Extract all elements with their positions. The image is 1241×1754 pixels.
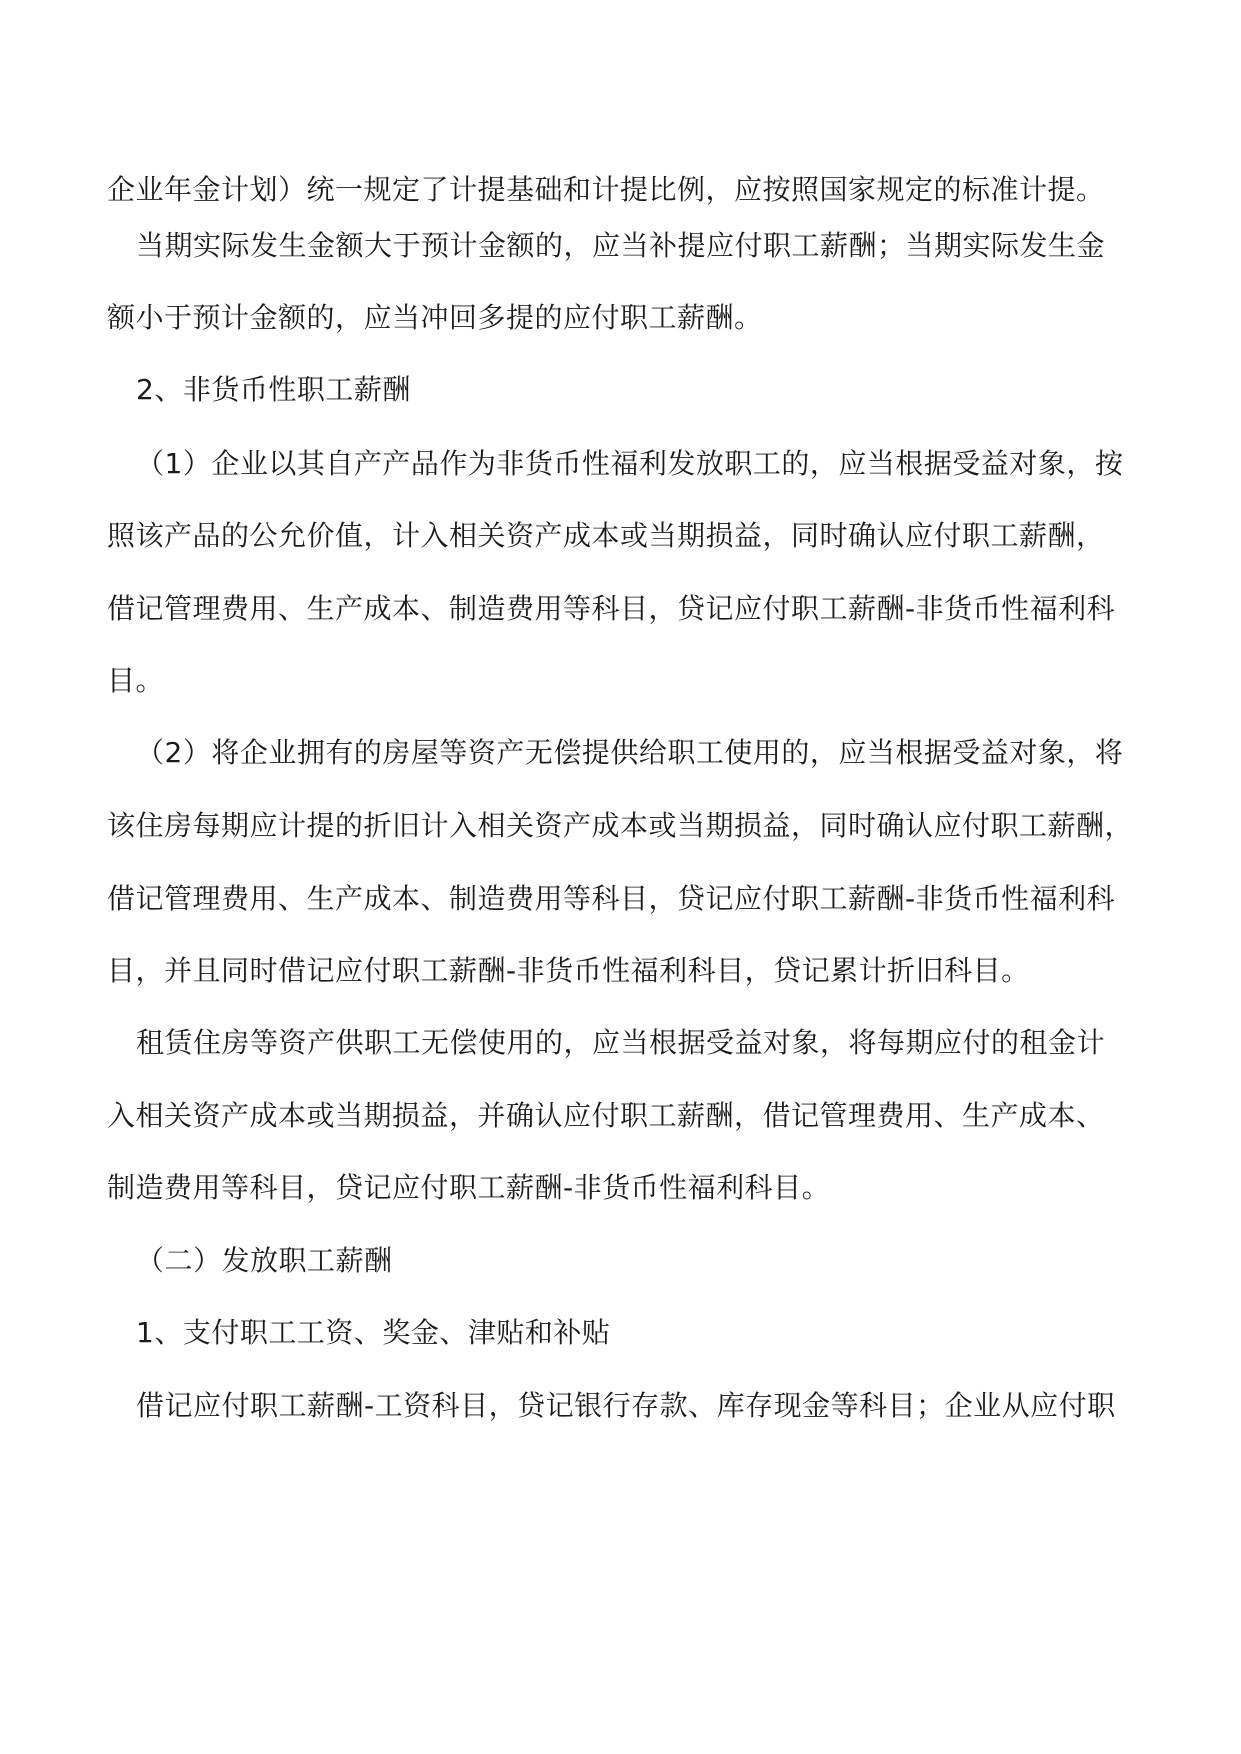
paragraph-first-line: 借记应付职工薪酬-工资科目，贷记银行存款、库存现金等科目；企业从应付职 bbox=[136, 1389, 1116, 1422]
paragraph-first-line: 当期实际发生金额大于预计金额的，应当补提应付职工薪酬；当期实际发生金 bbox=[136, 229, 1106, 262]
paragraph-first-line: （2）将企业拥有的房屋等资产无偿提供给职工使用的，应当根据受益对象，将 bbox=[136, 736, 1124, 769]
paragraph-first-line: （1）企业以其自产产品作为非货币性福利发放职工的，应当根据受益对象，按 bbox=[136, 447, 1124, 480]
text-line: 该住房每期应计提的折旧计入相关资产成本或当期损益，同时确认应付职工薪酬， bbox=[107, 809, 1134, 842]
text-line: 目。 bbox=[107, 664, 165, 697]
text-line: 入相关资产成本或当期损益，并确认应付职工薪酬，借记管理费用、生产成本、 bbox=[107, 1099, 1105, 1132]
text-line: 照该产品的公允价值，计入相关资产成本或当期损益，同时确认应付职工薪酬， bbox=[107, 519, 1105, 552]
text-line: 借记管理费用、生产成本、制造费用等科目，贷记应付职工薪酬-非货币性福利科 bbox=[107, 882, 1116, 915]
text-line: 企业年金计划）统一规定了计提基础和计提比例，应按照国家规定的标准计提。 bbox=[107, 173, 1105, 206]
section-heading: 2、非货币性职工薪酬 bbox=[136, 373, 411, 406]
section-heading: （二）发放职工薪酬 bbox=[136, 1244, 393, 1277]
subsection-heading: 1、支付职工工资、奖金、津贴和补贴 bbox=[136, 1316, 611, 1349]
paragraph-first-line: 租赁住房等资产供职工无偿使用的，应当根据受益对象，将每期应付的租金计 bbox=[136, 1026, 1106, 1059]
text-line: 目，并且同时借记应付职工薪酬-非货币性福利科目，贷记累计折旧科目。 bbox=[107, 954, 1030, 987]
text-line: 制造费用等科目，贷记应付职工薪酬-非货币性福利科目。 bbox=[107, 1171, 831, 1204]
text-line: 额小于预计金额的，应当冲回多提的应付职工薪酬。 bbox=[107, 301, 763, 334]
text-line: 借记管理费用、生产成本、制造费用等科目，贷记应付职工薪酬-非货币性福利科 bbox=[107, 592, 1116, 625]
